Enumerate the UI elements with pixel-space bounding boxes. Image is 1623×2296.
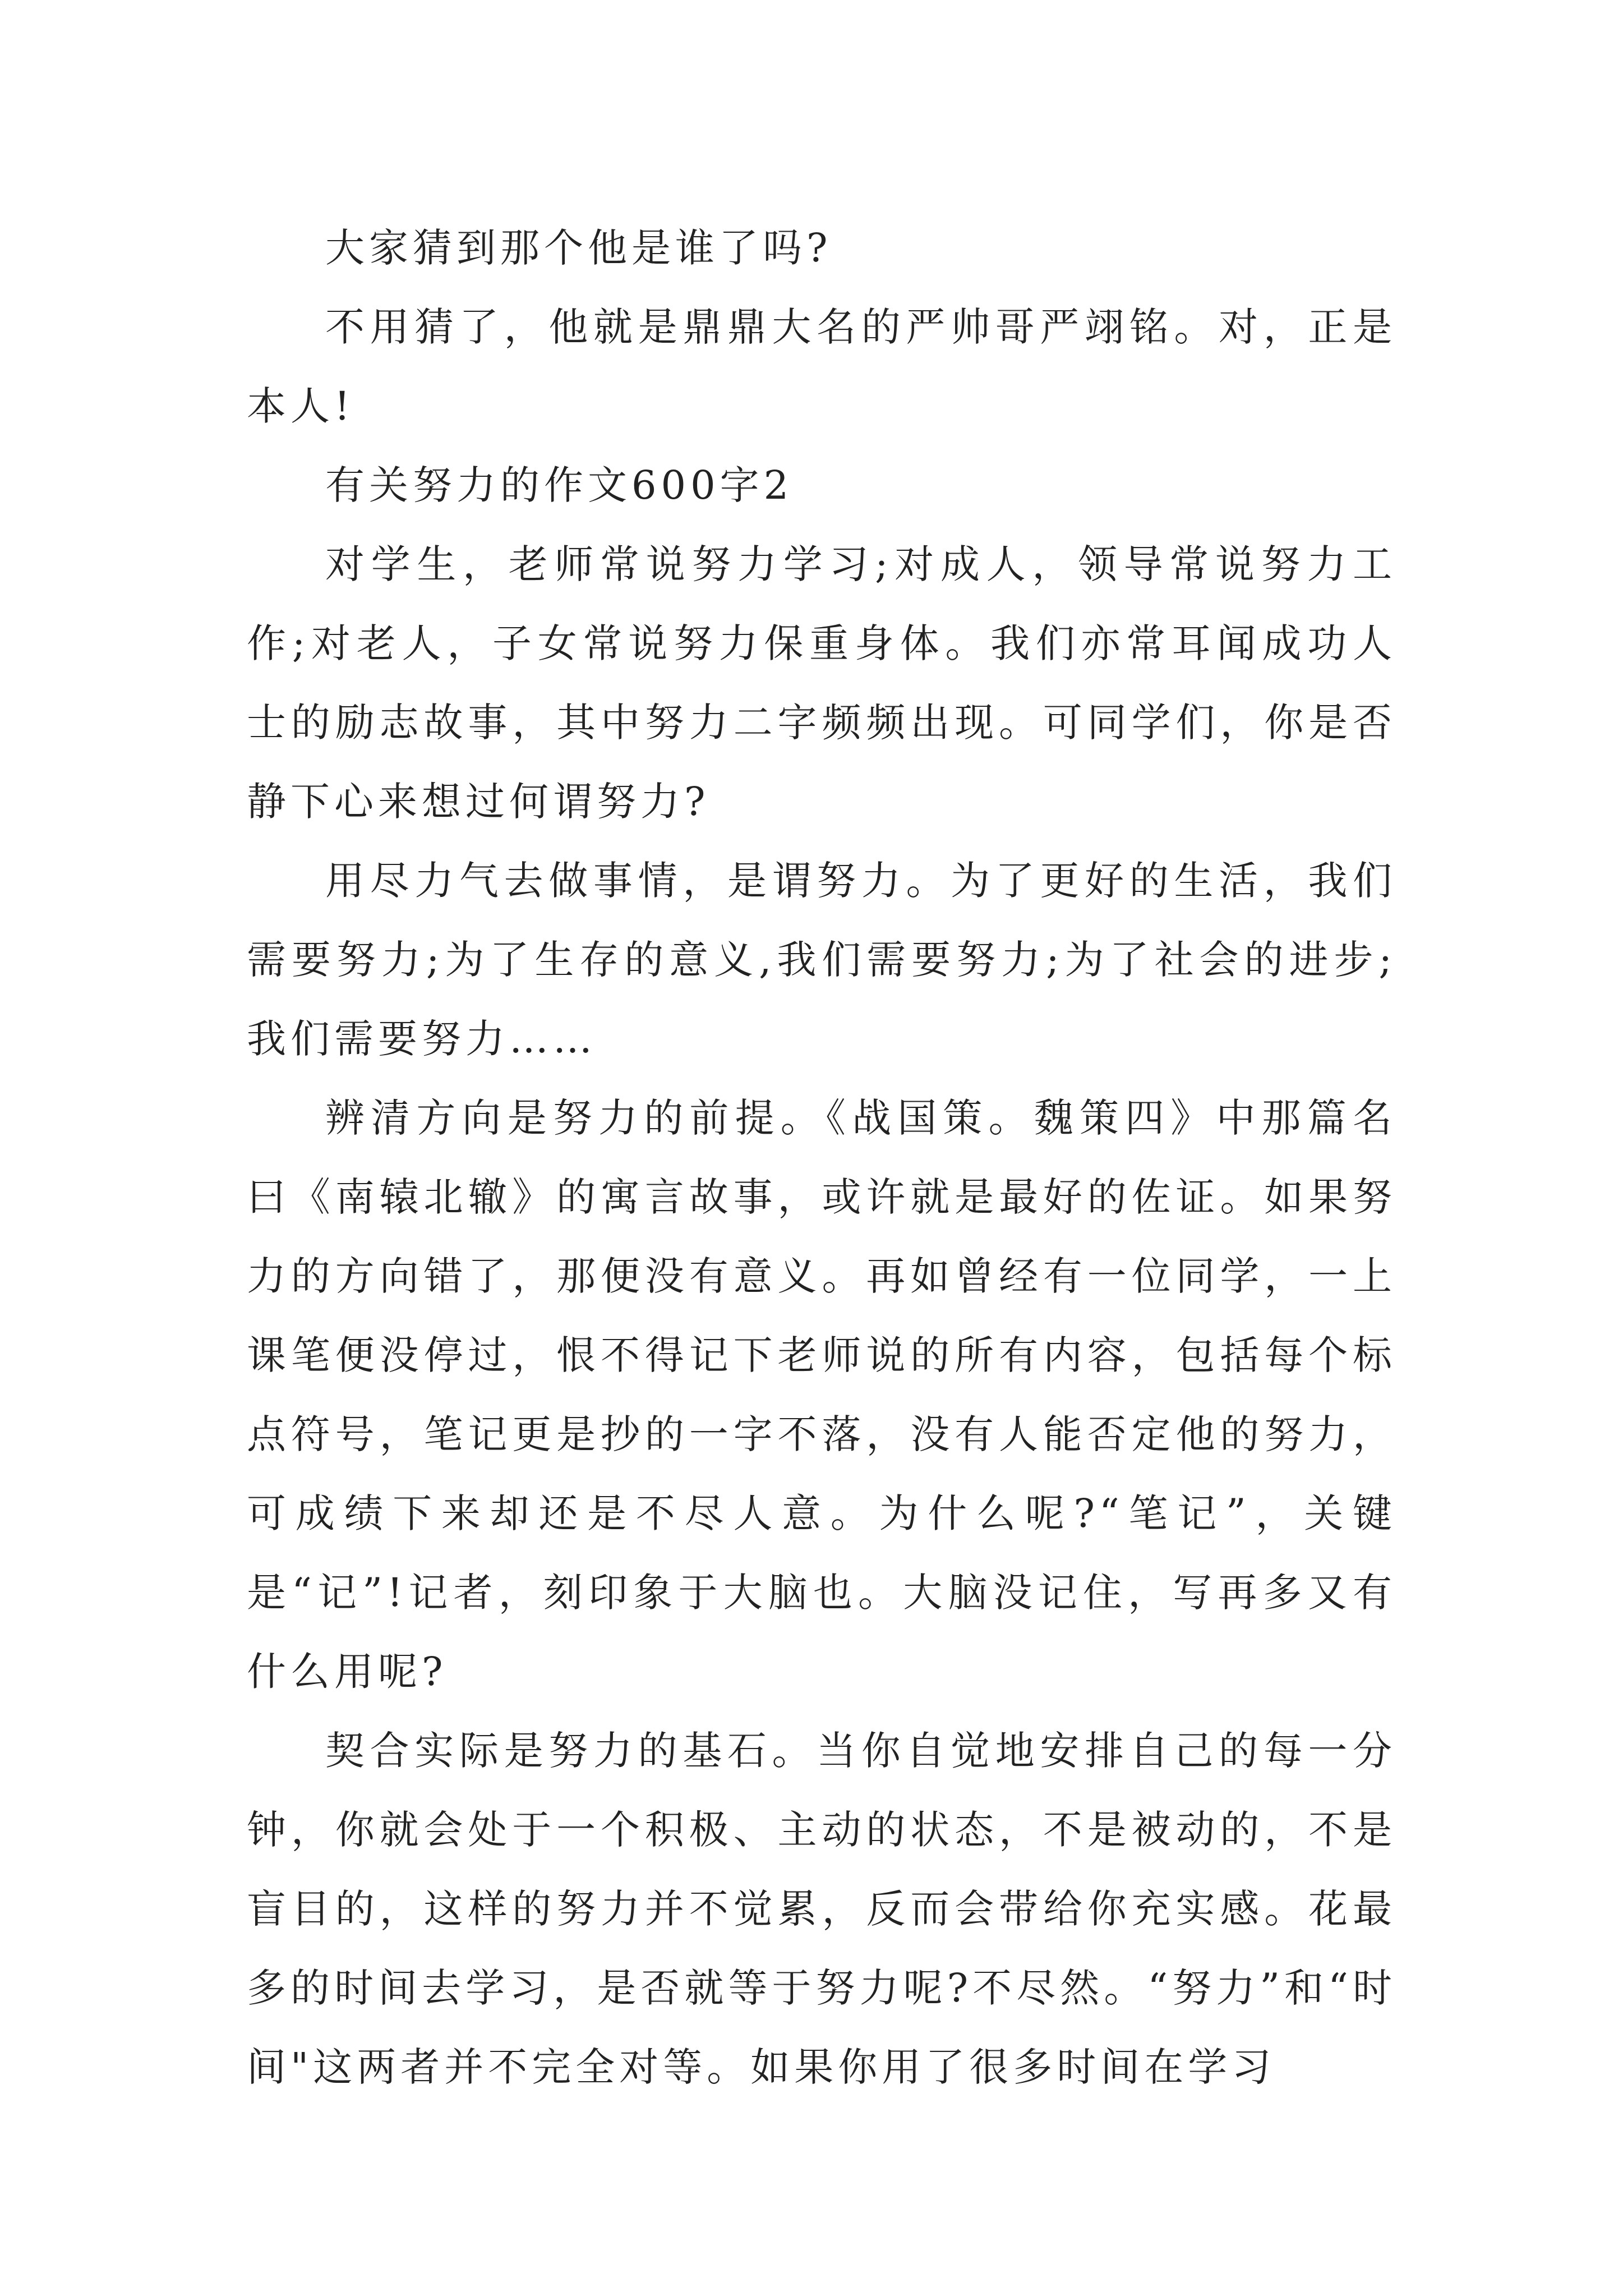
paragraph-direction: 辨清方向是努力的前提。《战国策。魏策四》中那篇名曰《南辕北辙》的寓言故事，或许就是最好的佐证。如果努力的方向错了，那便没有意义。再如曾经有一位同学，一上课笔便没停过，恨不得记下老师说的所有内容，包括每个标点符号，笔记更是抄的一字不落，没有人能否定他的努力，可成绩下来却还是不尽人意。为什么呢?“笔记”，关键是“记”!记者，刻印象于大脑也。大脑没记住，写再多又有什么用呢? bbox=[247, 1095, 1396, 1695]
paragraph-guess-question: 大家猜到那个他是谁了吗? bbox=[325, 225, 832, 271]
paragraph-definition: 用尽力气去做事情，是谓努力。为了更好的生活，我们需要努力;为了生存的意义,我们需要努力;为了社会的进步;我们需要努力…… bbox=[247, 858, 1396, 1062]
paragraph-answer: 不用猜了，他就是鼎鼎大名的严帅哥严翊铭。对，正是本人! bbox=[247, 304, 1396, 429]
essay-title: 有关努力的作文600字2 bbox=[325, 462, 794, 508]
essay-body bbox=[247, 209, 1396, 2107]
paragraph-practice: 契合实际是努力的基石。当你自觉地安排自己的每一分钟，你就会处于一个积极、主动的状态，不是被动的，不是盲目的，这样的努力并不觉累，反而会带给你充实感。花最多的时间去学习，是否就等于努力呢?不尽然。“努力”和“时间"这两者并不完全对等。如果你用了很多时间在学习 bbox=[247, 1728, 1396, 2090]
paragraph-intro: 对学生，老师常说努力学习;对成人，领导常说努力工作;对老人，子女常说努力保重身体。我们亦常耳闻成功人士的励志故事，其中努力二字频频出现。可同学们，你是否静下心来想过何谓努力? bbox=[247, 541, 1396, 825]
